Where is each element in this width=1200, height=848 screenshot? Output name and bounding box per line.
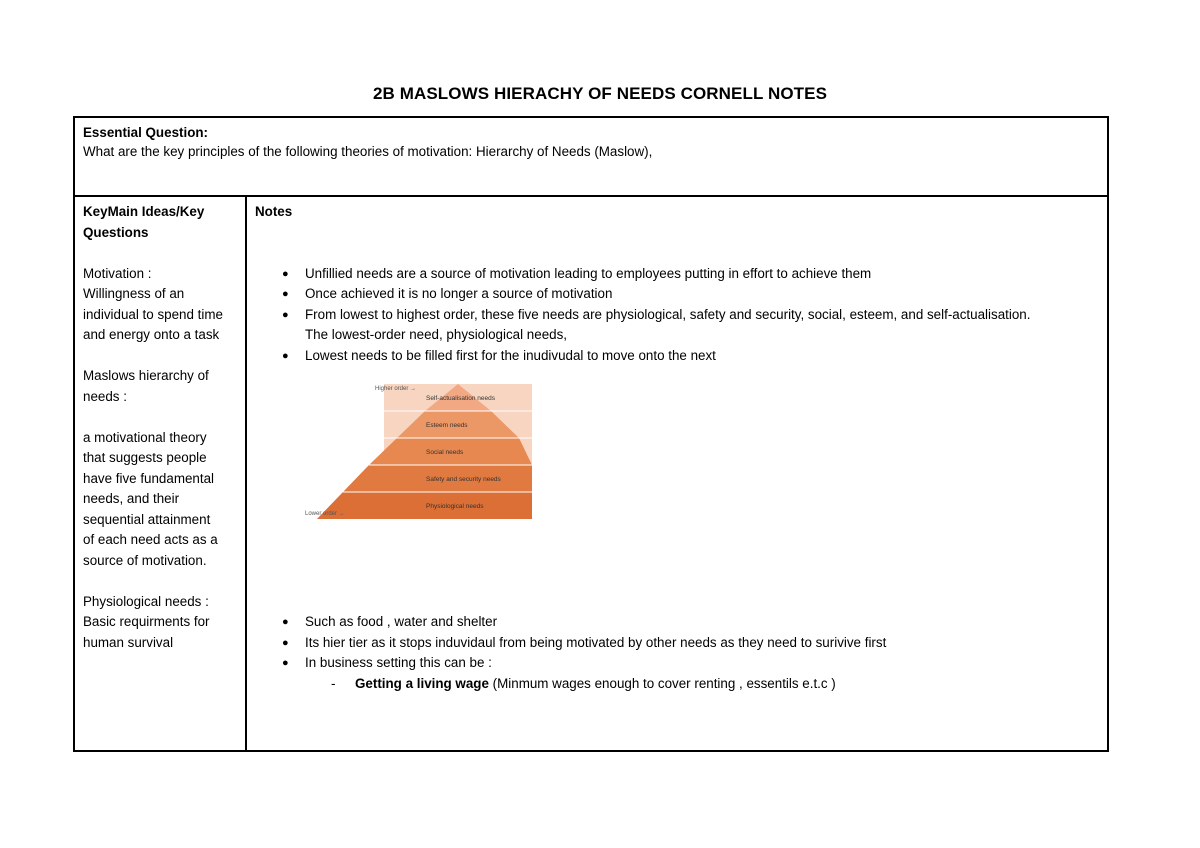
notes-heading: Notes (255, 204, 293, 219)
level-label-safety: Safety and security needs (426, 476, 501, 483)
notes-list-bottom (255, 612, 1105, 674)
key-idea-line: Maslows hierarchy of (83, 368, 209, 383)
list-item: ● Once achieved it is no longer a source of motivation (255, 284, 1105, 305)
key-idea-line: of each need acts as a (83, 532, 218, 547)
bullet-icon: ● (282, 636, 289, 649)
key-idea-line: source of motivation. (83, 552, 207, 568)
bullet-icon: ● (282, 288, 289, 300)
key-idea-line: needs, and their (83, 491, 180, 506)
pyramid-segment-physiological (317, 492, 532, 519)
bullet-icon: ● (282, 308, 289, 321)
key-idea-line: Motivation : (83, 265, 152, 281)
bullet-icon: ● (282, 349, 289, 362)
essential-question-text: What are the key principles of the following theories of motivation: Hierarchy of Needs (Maslow), (83, 144, 653, 159)
key-ideas-column (83, 202, 243, 653)
key-idea-line: sequential attainment (83, 511, 211, 527)
level-label-social: Social needs (426, 449, 464, 456)
key-idea-line: a motivational theory (83, 429, 207, 445)
bullet-icon: ● (282, 267, 289, 280)
list-item: ● Unfillied needs are a source of motivation leading to employees putting in effort to achieve them (255, 264, 1105, 285)
lower-order-label: Lower order → (305, 511, 345, 517)
key-idea-line: human survival (83, 634, 174, 650)
page-title: 2B MASLOWS HIERACHY OF NEEDS CORNELL NOTES (372, 84, 828, 103)
list-item: ● From lowest to highest order, these five needs are physiological, safety and security, social, esteem, and self-actualisation. The lowest-order need, physiological needs, (282, 306, 1031, 342)
notes-list-top (255, 264, 1105, 367)
bullet-icon: ● (282, 616, 289, 628)
list-item: ● In business setting this can be : (255, 653, 1105, 674)
key-ideas-heading-line1: KeyMain Ideas/Key (83, 204, 205, 219)
key-idea-line: Willingness of an (83, 286, 185, 301)
key-idea-line: have five fundamental (83, 470, 215, 486)
essential-question-section (75, 118, 1107, 197)
living-wage-detail: (Minmum wages enough to cover renting , essentils e.t.c ) (488, 675, 836, 691)
list-item: ● Such as food , water and shelter (255, 612, 1105, 633)
list-item: ● Its hier tier as it stops induvidaul from being motivated by other needs as they need to surivive first (255, 633, 1105, 654)
list-item-continuation: The lowest-order need, physiological needs, (305, 327, 568, 342)
key-idea-line: Physiological needs : (83, 593, 209, 609)
key-idea-line: that suggests people (83, 450, 207, 465)
sub-list-item (255, 674, 1105, 695)
list-item: ● Lowest needs to be filled first for the inudivudal to move onto the next (255, 346, 1105, 367)
living-wage-text: Getting a living wage (355, 675, 489, 691)
bullet-icon: ● (282, 657, 289, 669)
key-idea-line: needs : (83, 388, 127, 404)
key-idea-line: Basic requirments for (83, 614, 210, 629)
level-label-esteem: Esteem needs (426, 422, 468, 429)
maslow-pyramid-diagram (299, 381, 609, 531)
key-idea-line: individual to spend time (83, 306, 223, 322)
key-idea-line: and energy onto a task (83, 327, 220, 342)
column-divider (245, 197, 247, 752)
essential-question-label: Essential Question: (83, 125, 209, 140)
level-label-physiological: Physiological needs (426, 503, 484, 510)
higher-order-label: Higher order → (375, 386, 417, 392)
key-ideas-heading-line2: Questions (83, 224, 149, 240)
level-label-self-actualisation: Self-actualisation needs (426, 395, 496, 402)
dash-marker: - (331, 675, 336, 691)
